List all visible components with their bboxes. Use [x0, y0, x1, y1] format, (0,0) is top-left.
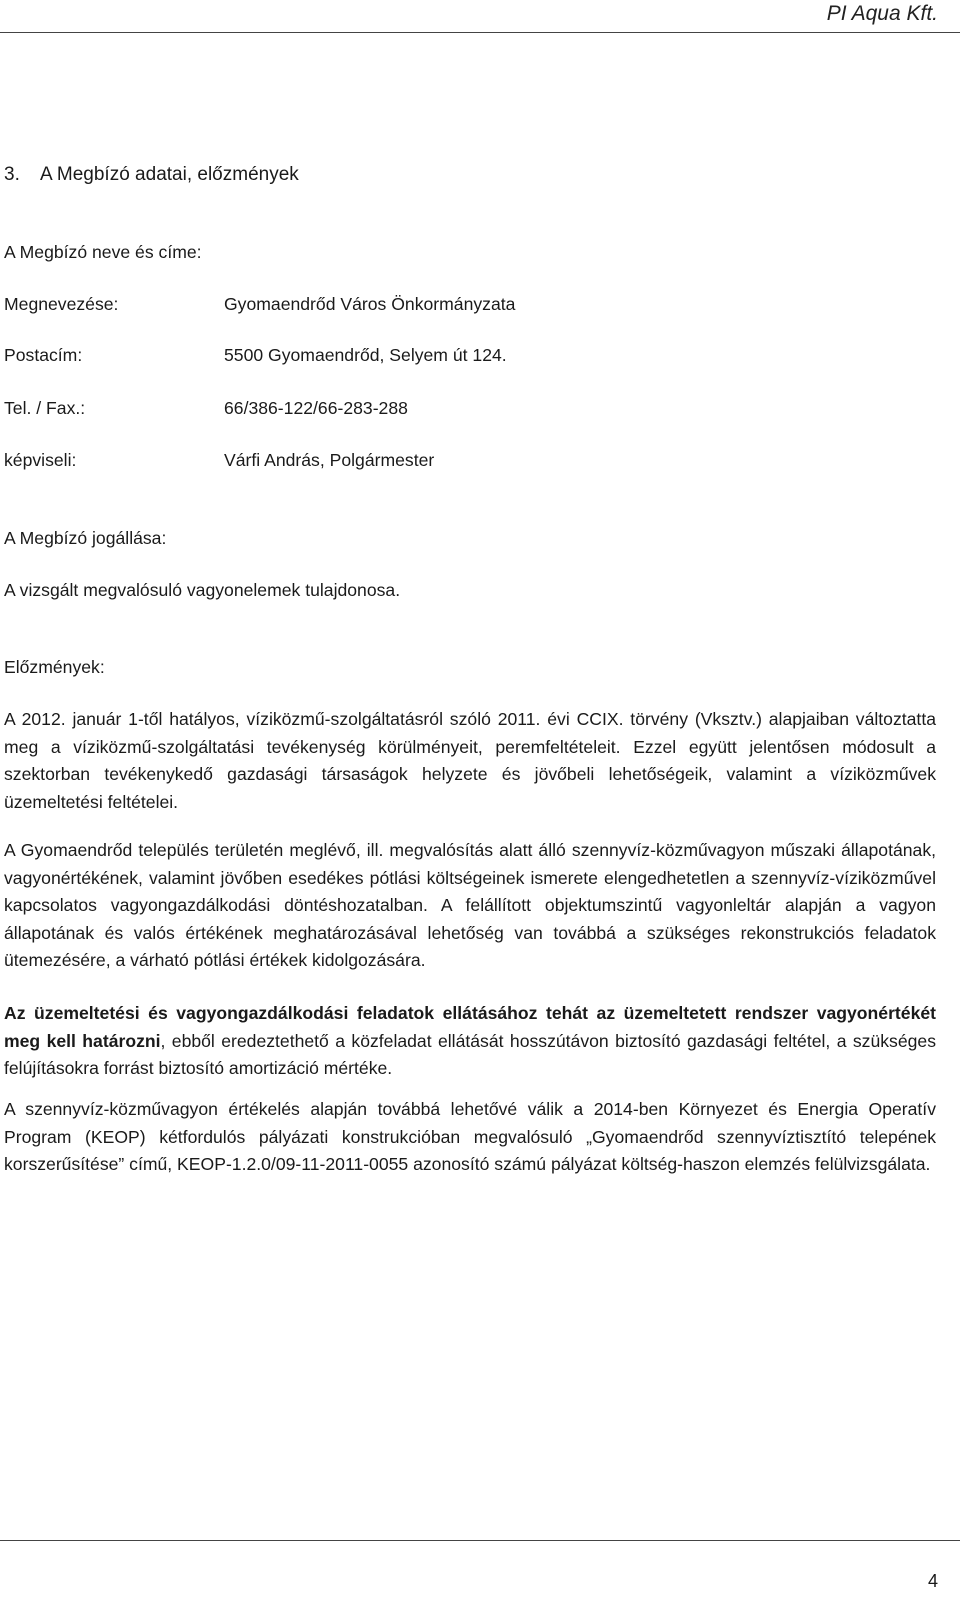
client-representative-label: képviseli:: [4, 450, 77, 470]
background-paragraph-1: A 2012. január 1-től hatályos, víziközmű-szolgáltatásról szóló 2011. évi CCIX. törvény (Vksztv.) alapjaiban változtatta meg a víziközmű-szolgáltatási tevékenység körülményeit, peremfeltételeit. Ezzel együtt jelentősen módosult a szektorban tevékenykedő gazdasági társaságok helyzete és jövőbeli lehetőségeik, valamint a víziközművek üzemeltetési feltételei.: [4, 709, 936, 812]
section-heading: [4, 164, 299, 186]
header-company-name: PI Aqua Kft.: [826, 2, 938, 25]
page-number: 4: [927, 1571, 938, 1591]
legal-status-heading: A Megbízó jogállása:: [4, 528, 167, 548]
section-number: 3.: [4, 164, 20, 185]
legal-status-text: A vizsgált megvalósuló vagyonelemek tulajdonosa.: [4, 580, 401, 600]
emphasis-text: Az üzemeltetési és vagyongazdálkodási feladatok ellátásához tehát az üzemeltetett rendszer vagyonértékét meg kell határozni: [4, 1003, 936, 1051]
client-phone-label: Tel. / Fax.:: [4, 398, 86, 418]
header-divider: [0, 32, 960, 33]
client-name-label: Megnevezése:: [4, 294, 119, 314]
client-address-value: 5500 Gyomaendrőd, Selyem út 124.: [224, 345, 507, 365]
client-phone-value: 66/386-122/66-283-288: [224, 398, 408, 418]
footer-divider: [0, 1540, 960, 1541]
client-address-label: Postacím:: [4, 345, 83, 365]
section-title: A Megbízó adatai, előzmények: [40, 164, 299, 185]
client-representative-value: Várfi András, Polgármester: [224, 450, 435, 470]
paragraph-3-rest: , ebből eredeztethető a közfeladat ellátását hosszútávon biztosító gazdasági feltétel, a szükséges felújításokra forrást biztosító amortizáció mértéke.: [4, 1030, 936, 1078]
background-paragraph-2: A Gyomaendrőd település területén meglévő, ill. megvalósítás alatt álló szennyvíz-közművagyon műszaki állapotának, vagyonértékének, valamint jövőben esedékes pótlási költségeinek ismerete elengedhetetlen a szennyvíz-víziközművel kapcsolatos vagyongazdálkodási döntéshozatalban. A felállított objektumszintű vagyonleltár alapján a vagyon állapotának és valós értékének meghatározásával lehetőség van továbbá a szükséges rekonstrukciós feladatok ütemezésére, a várható pótlási értékek kidolgozására.: [4, 840, 936, 970]
client-name-value: Gyomaendrőd Város Önkormányzata: [224, 294, 516, 314]
client-heading: A Megbízó neve és címe:: [4, 242, 202, 262]
background-paragraph-3: [4, 1000, 936, 1083]
background-heading: Előzmények:: [4, 657, 105, 677]
background-paragraph-4: A szennyvíz-közművagyon értékelés alapján továbbá lehetővé válik a 2014-ben Környezet és Energia Operatív Program (KEOP) kétfordulós pályázati konstrukcióban megvalósuló „Gyomaendrőd szennyvíztisztító telepének korszerűsítése” című, KEOP-1.2.0/09-11-2011-0055 azonosító számú pályázat költség-haszon elemzés felülvizsgálata.: [4, 1099, 936, 1174]
